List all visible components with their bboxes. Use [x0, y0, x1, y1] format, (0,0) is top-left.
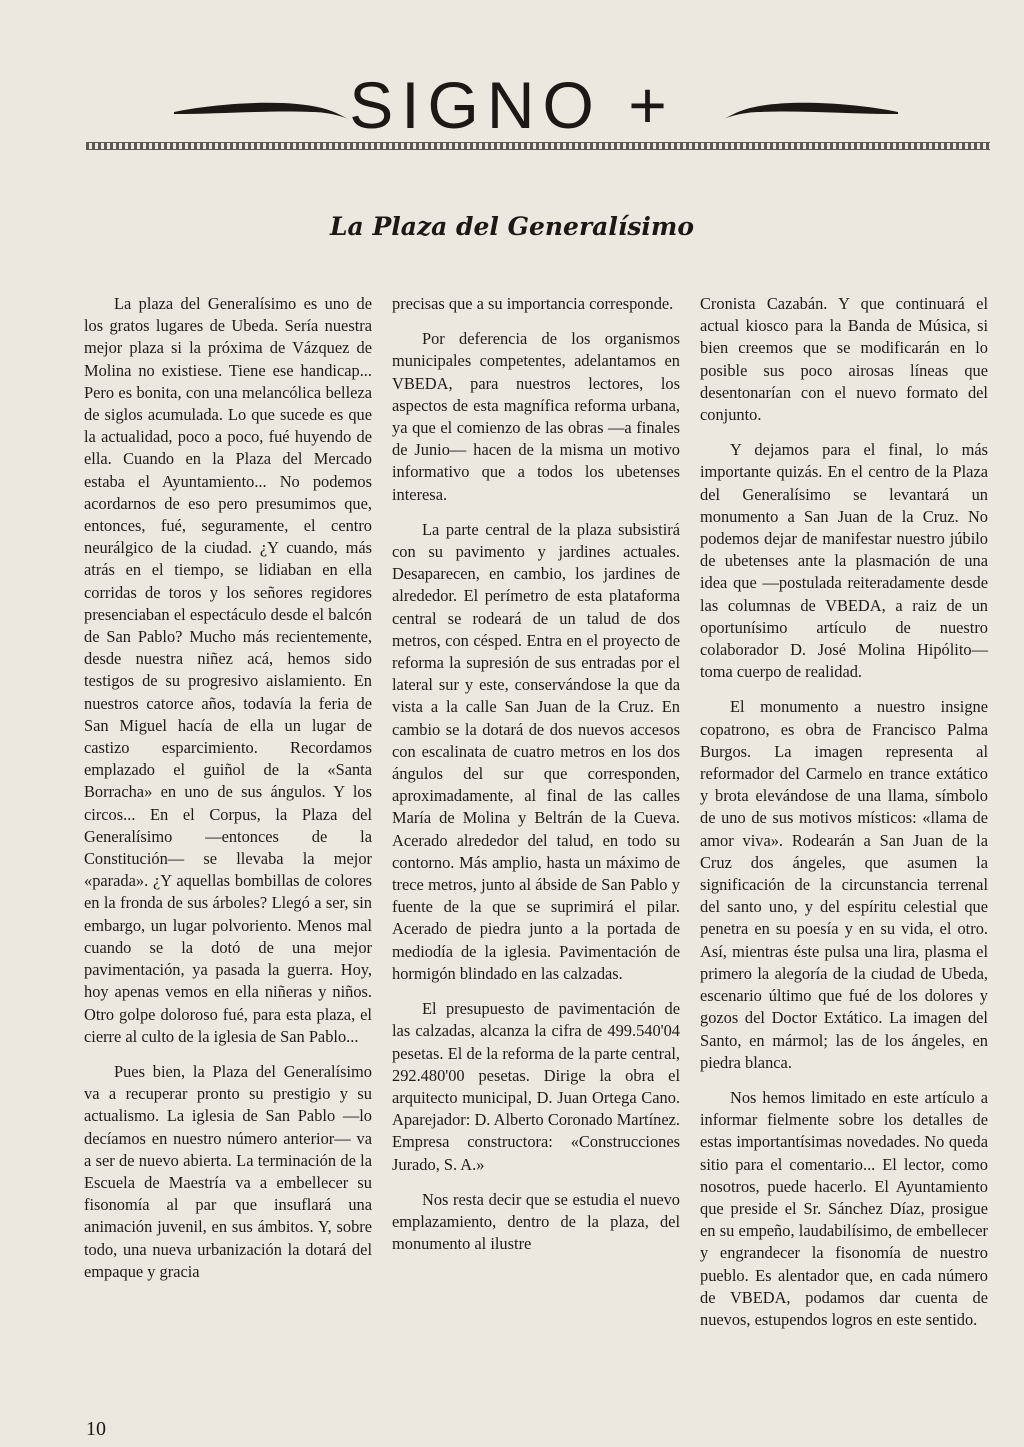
- paragraph: Por deferencia de los organismos municipales competentes, adelantamos en VBEDA, para nuestros lectores, los aspectos de esta magnífica reforma urbana, ya que el comienzo de las obras —a finales de Junio— hacen de la misma un motivo informativo que a todos los ubetenses interesa.: [392, 329, 680, 504]
- text-column-1: [84, 293, 372, 1296]
- paragraph: Nos hemos limitado en este artículo a informar fielmente sobre los detalles de estas importantísimas novedades. No queda sitio para el comentario... El lector, como nosotros, puede hacerlo. El Ayuntamiento que preside el Sr. Sánchez Díaz, prosigue en su empeño, laudabilísimo, de embellecer y engrandecer la fisonomía de nuestro pueblo. Es alentador que, en cada número de VBEDA, podamos dar cuenta de nuevos, estupendos logros en este sentido.: [700, 1087, 988, 1329]
- paragraph: Nos resta decir que se estudia el nuevo emplazamiento, dentro de la plaza, del monumento al ilustre: [392, 1189, 680, 1254]
- masthead-title: SIGNO +: [349, 68, 675, 142]
- paragraph: Cronista Cazabán. Y que continuará el actual kiosco para la Banda de Música, si bien creemos que se modificarán en lo posible sus poco airosas líneas que desentonarían con el nuevo formato del conjunto.: [700, 294, 988, 425]
- paragraph: La plaza del Generalísimo es uno de los gratos lugares de Ubeda. Sería nuestra mejor plaza si la próxima de Vázquez de Molina no existiese. Tiene ese handicap... Pero es bonita, con una melancólica belleza de siglos acumulada. Lo que sucede es que la actualidad, poco a poco, fué huyendo de ella. Cuando en la Plaza del Mercado estaba el Ayuntamiento... No podemos acordarnos de eso pero presumimos que, entonces, fué, seguramente, el centro neurálgico de la ciudad. ¿Y cuando, más atrás en el tiempo, se lidiaban en ella corridas de toros y los señores regidores presenciaban el espectáculo desde el balcón de San Pablo? Mucho más recientemente, desde nuestra niñez acá, hemos sido testigos de su progresivo aislamiento. En nuestros catorce años, todavía la feria de San Miguel hacía de ella un lugar de castizo esparcimiento. Recordamos emplazado el guiñol de la «Santa Borracha» en uno de sus ángulos. Y los circos... En el Corpus, la Plaza del Generalísimo —entonces de la Constitución— se llevaba la mejor «parada». ¿Y aquellas bombillas de colores en la fronda de sus árboles? Llegó a ser, sin embargo, un lugar polvoriento. Menos mal cuando se la dotó de una mejor pavimentación, ya pasada la guerra. Hoy, hoy apenas vemos en ella niñeras y niños. Otro golpe doloroso fué, para esta plaza, el cierre al culto de la iglesia de San Pablo...: [84, 294, 372, 1046]
- decorative-border: [86, 142, 990, 150]
- paragraph: Y dejamos para el final, lo más importante quizás. En el centro de la Plaza del Generalísimo se levantará un monumento a San Juan de la Cruz. No podemos dejar de manifestar nuestro júbilo de ubetenses ante la plasmación de una idea que —postulada reiteradamente desde las columnas de VBEDA, a raiz de un oportunísimo artículo de nuestro colaborador D. José Molina Hipólito— toma cuerpo de realidad.: [700, 440, 988, 682]
- paragraph: Pues bien, la Plaza del Generalísimo va a recuperar pronto su prestigio y su actualismo. La iglesia de San Pablo —lo decíamos en nuestro número anterior— va a ser de nuevo abierta. La terminación de la Escuela de Maestría va a embellecer su fisonomía al par que insuflará una animación juvenil, en sus ámbitos. Y, sobre todo, una nueva urbanización la dotará del empaque y gracia: [84, 1061, 372, 1281]
- text-column-3: [700, 293, 988, 1344]
- paragraph: precisas que a su importancia corresponde.: [392, 294, 674, 313]
- text-column-2: [392, 293, 680, 1268]
- masthead: [0, 70, 1024, 140]
- paragraph: El presupuesto de pavimentación de las calzadas, alcanza la cifra de 499.540'04 pesetas. El de la reforma de la parte central, 292.480'00 pesetas. Dirige la obra el arquitecto municipal, D. Juan Ortega Cano. Aparejador: D. Alberto Coronado Martínez. Empresa constructora: «Construcciones Jurado, S. A.»: [392, 999, 680, 1174]
- article-title: La Plaza del Generalísimo: [329, 212, 695, 241]
- paragraph: La parte central de la plaza subsistirá con su pavimento y jardines actuales. Desaparecen, en cambio, los jardines de alrededor. El perímetro de esta plataforma central se rodeará de un talud de dos metros, con césped. Entra en el proyecto de reforma la supresión de sus entradas por el lateral sur y este, conservándose la que da vista a la calle San Juan de la Cruz. En cambio se la dotará de dos nuevos accesos con escalinata de cuatro metros en los dos ángulos del sur que corresponden, aproximadamente, al final de las calles María de Molina y Beltrán de la Cueva. Acerado alrededor del talud, en todo su contorno. Más amplio, hasta un máximo de trece metros, junto al ábside de San Pablo y fuente de la que se suprimirá el pilar. Acerado de piedra junto a la portada de mediodía de la iglesia. Pavimentación de hormigón blindado en las calzadas.: [392, 519, 680, 983]
- paragraph: El monumento a nuestro insigne copatrono, es obra de Francisco Palma Burgos. La imagen representa al reformador del Carmelo en trance extático y brota elevándose de una llama, símbolo de uno de sus motivos místicos: «llama de amor viva». Rodearán a San Juan de la Cruz dos ángeles, que asumen la significación de la circunstancia terrenal del santo uno, y del espíritu celestial que penetra en su poesía y en su vida, el otro. Así, mientras éste pulsa una lira, plasma el primero la alegoría de la ciudad de Ubeda, escenario último que fué de los dolores y gozos del Doctor Extático. La imagen del Santo, en mármol; las de los ángeles, en piedra blanca.: [700, 697, 988, 1072]
- right-swash-ornament: [720, 90, 900, 130]
- page-number: 10: [86, 1418, 106, 1440]
